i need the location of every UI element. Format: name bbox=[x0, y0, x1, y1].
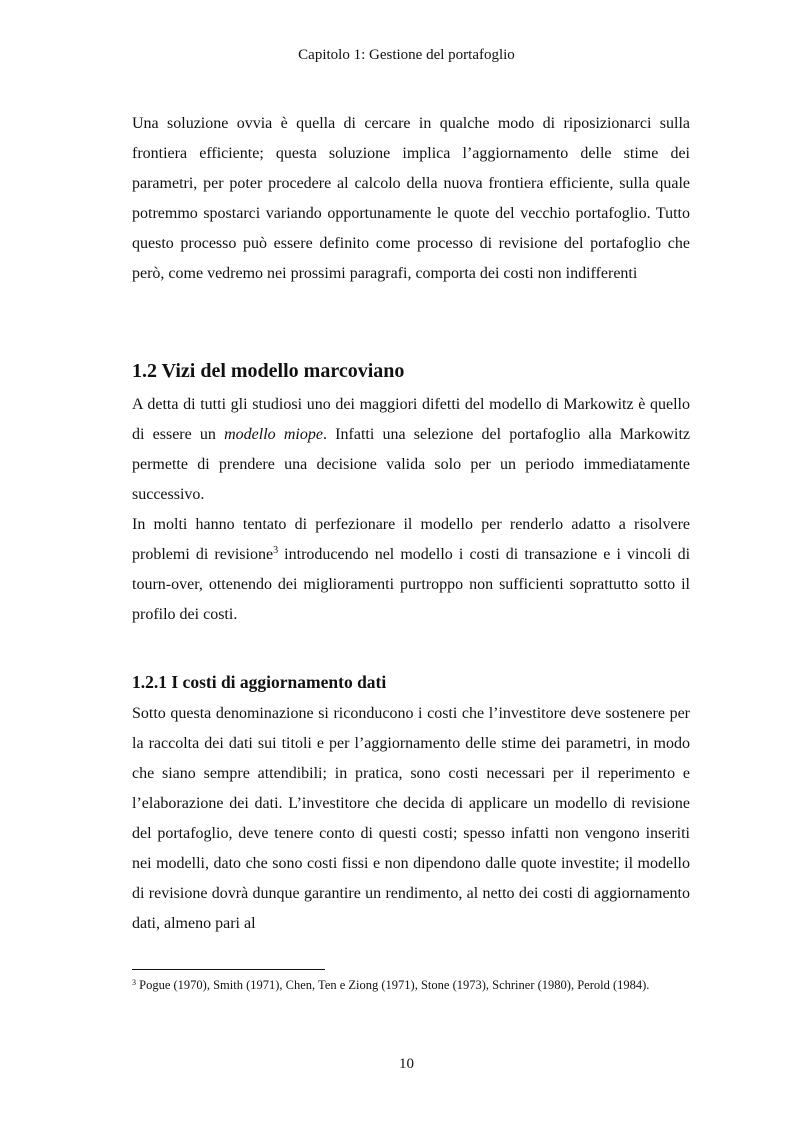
paragraph-text: A detta di tutti gli studiosi uno dei maggiori difetti del modello di Markowitz è quello di essere un bbox=[132, 396, 690, 443]
section-1-2-body bbox=[132, 390, 690, 630]
footnote-text: Pogue (1970), Smith (1971), Chen, Ten e Ziong (1971), Stone (1973), Schriner (1980), Perold (1984). bbox=[136, 978, 650, 992]
footnote bbox=[132, 977, 680, 993]
section-1-2-1-body bbox=[132, 699, 690, 939]
section-heading-1-2-1: 1.2.1 I costi di aggiornamento dati bbox=[132, 672, 387, 692]
paragraph-text: In molti hanno tentato di perfezionare il modello per renderlo adatto a risolvere problemi di revisione bbox=[132, 516, 690, 563]
paragraph-myopic-model bbox=[132, 390, 690, 510]
section-heading-1-2: 1.2 Vizi del modello marcoviano bbox=[132, 360, 405, 382]
footnote-number: 3 bbox=[132, 978, 136, 987]
intro-text: Una soluzione ovvia è quella di cercare in qualche modo di riposizionarci sulla frontiera efficiente; questa soluzione implica l’aggiornamento delle stime dei parametri, per poter procedere al calcolo della nuova frontiera efficiente, sulla quale potremmo spostarci variando opportunamente le quote del vecchio portafoglio. Tutto questo processo può essere definito come processo di revisione del portafoglio che però, come vedremo nei prossimi paragrafi, comporta dei costi non indifferenti bbox=[132, 115, 690, 282]
paragraph-revision-problems bbox=[132, 510, 690, 630]
paragraph-text: introducendo nel modello i costi di transazione e i vincoli di tourn-over, ottenendo dei miglioramenti purtroppo non sufficienti soprattutto sotto il profilo dei costi. bbox=[132, 546, 691, 623]
italic-term: modello miope bbox=[224, 426, 323, 443]
page-number: 10 bbox=[399, 1056, 414, 1072]
intro-paragraph bbox=[132, 109, 690, 289]
paragraph-text: . Infatti una selezione del portafoglio alla Markowitz permette di prendere una decisione valida solo per un periodo immediatamente successivo. bbox=[132, 426, 691, 503]
footnote-reference[interactable]: 3 bbox=[273, 545, 279, 556]
footnote-separator bbox=[132, 969, 325, 970]
running-header: Capitolo 1: Gestione del portafoglio bbox=[298, 47, 515, 63]
paragraph-update-costs: Sotto questa denominazione si riconducono i costi che l’investitore deve sostenere per la raccolta dei dati sui titoli e per l’aggiornamento delle stime dei parametri, in modo che siano sempre attendibili; in pratica, sono costi necessari per il reperimento e l’elaborazione dei dati. L’investitore che decida di applicare un modello di revisione del portafoglio, deve tenere conto di questi costi; spesso infatti non vengono inseriti nei modelli, dato che sono costi fissi e non dipendono dalle quote investite; il modello di revisione dovrà dunque garantire un rendimento, al netto dei costi di aggiornamento dati, almeno pari al bbox=[132, 705, 690, 932]
